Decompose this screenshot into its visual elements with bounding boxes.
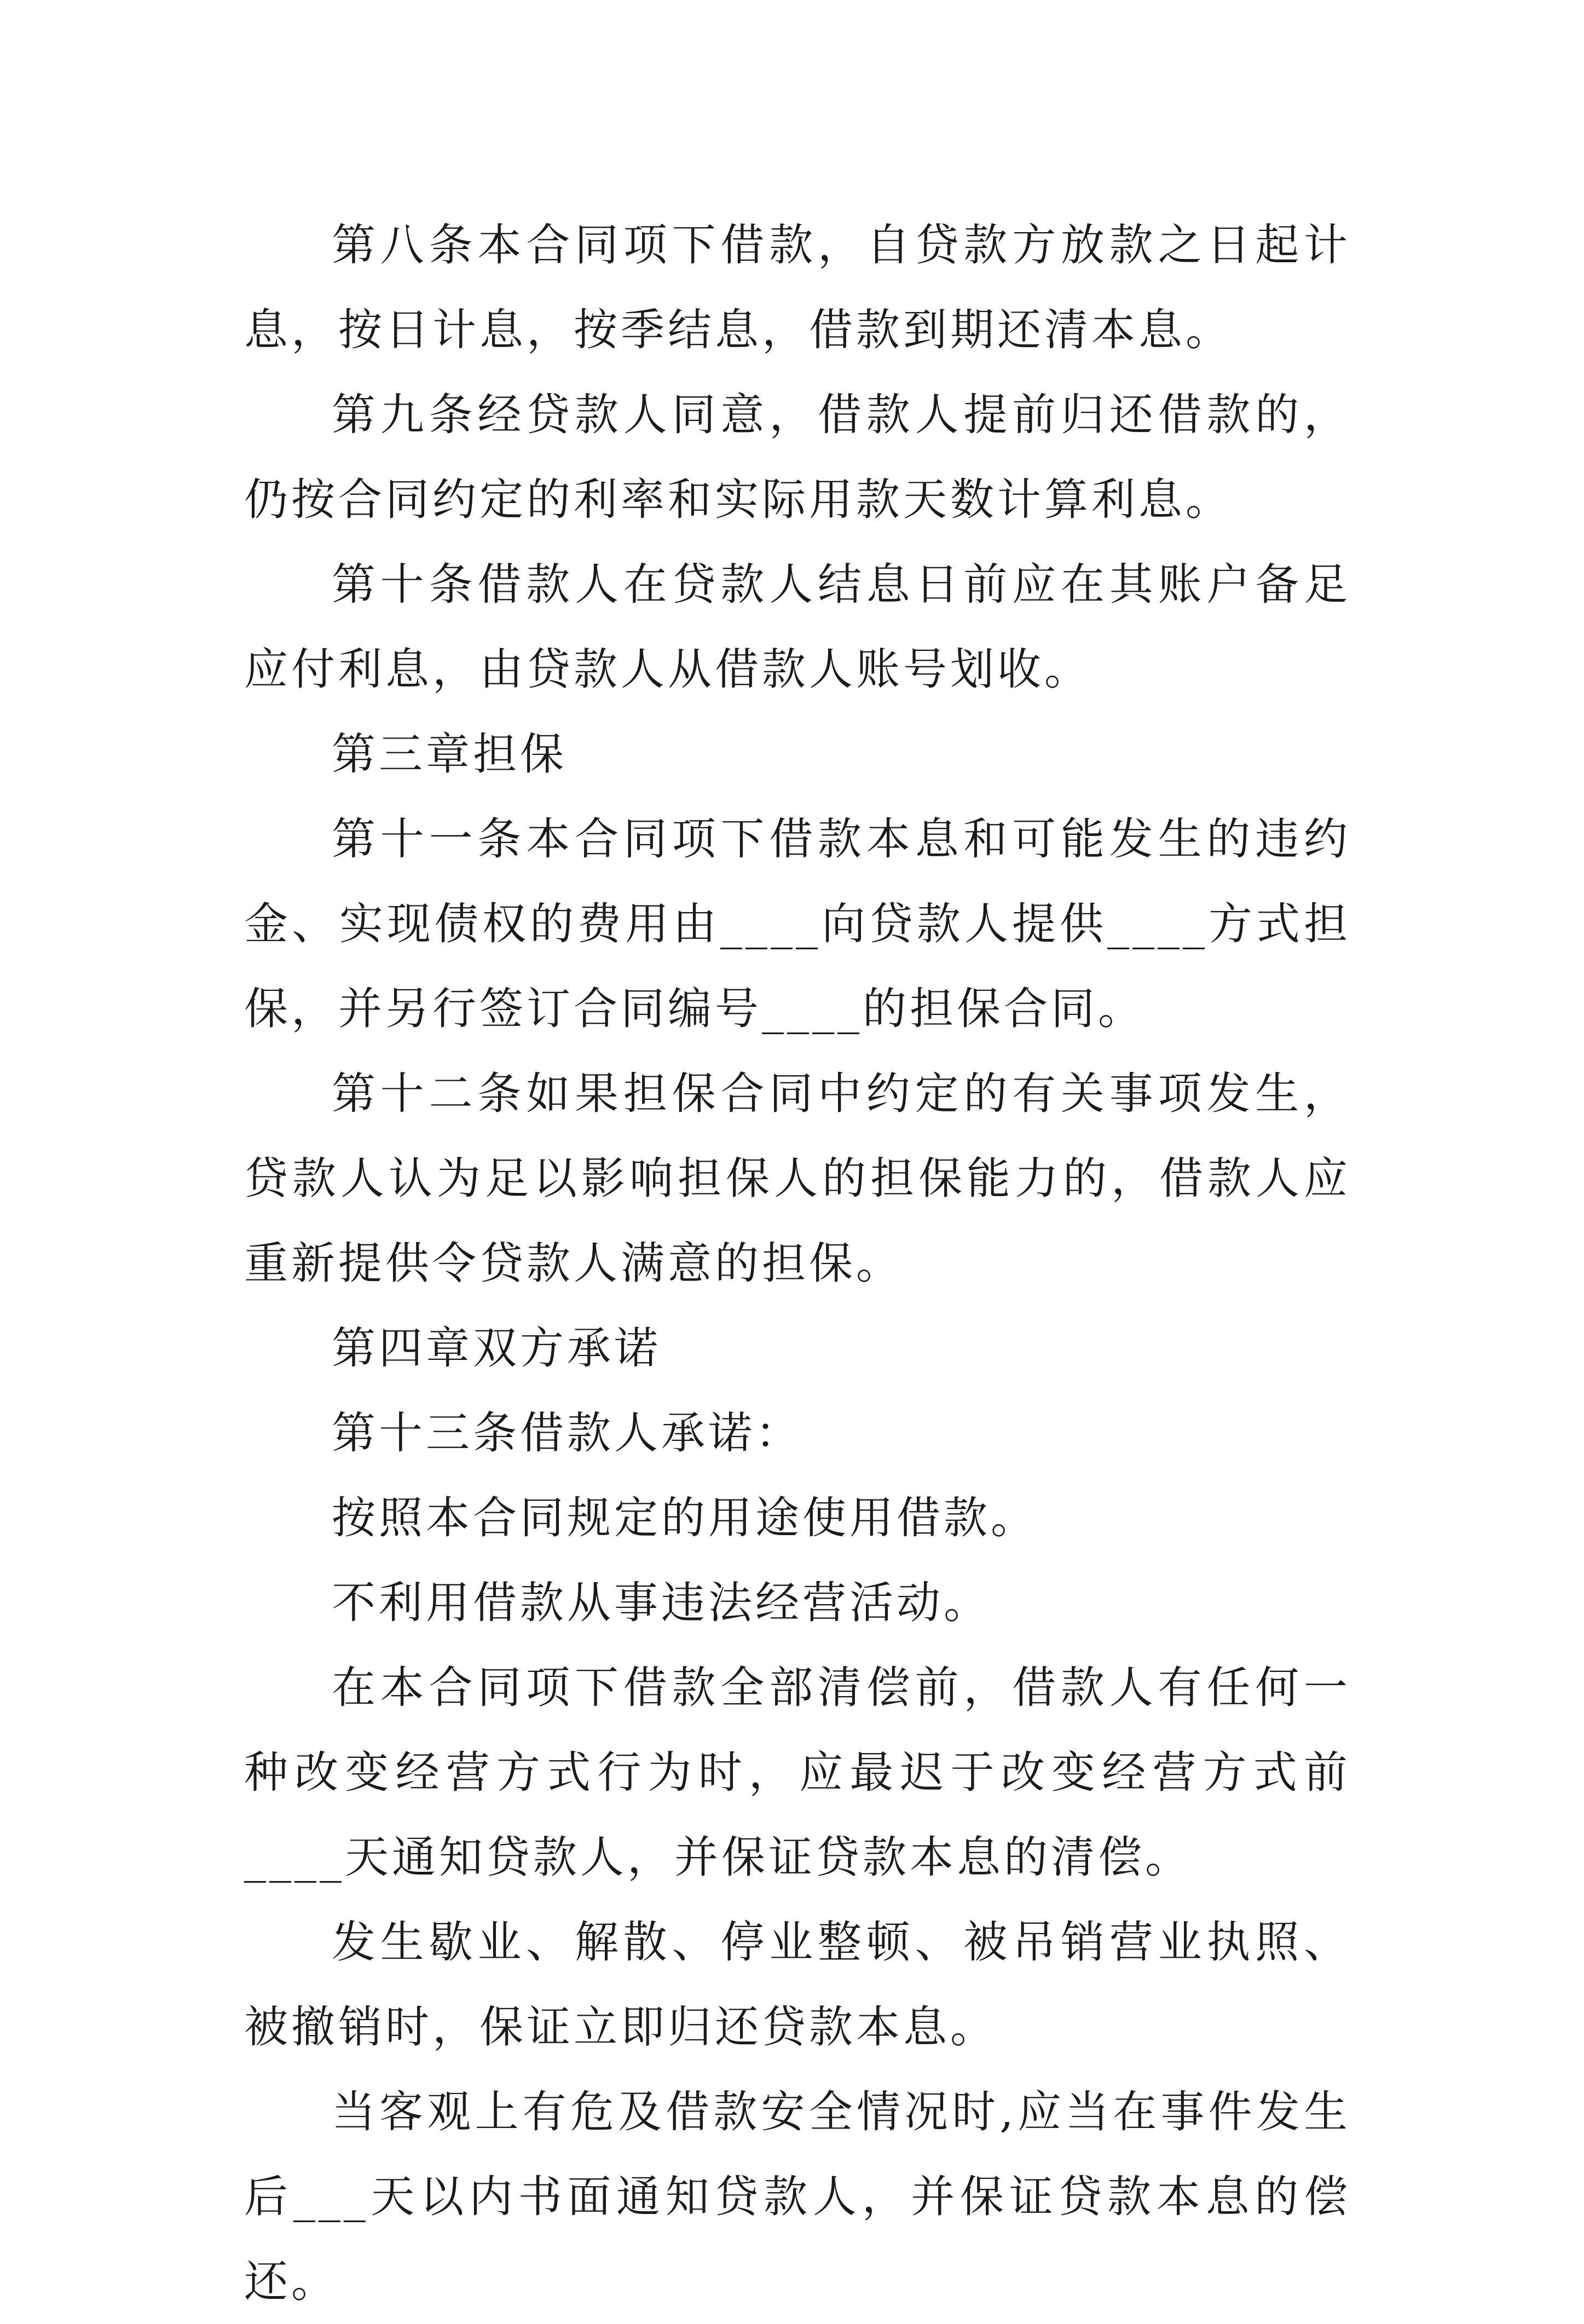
chapter-4-heading: 第四章双方承诺 <box>332 1323 661 1374</box>
chapter-3-heading: 第三章担保 <box>332 729 567 780</box>
commitment-item-4: 发生歇业、解散、停业整顿、被吊销营业执照、被撤销时，保证立即归还贷款本息。 <box>244 1917 1351 2052</box>
article-8-paragraph: 第八条本合同项下借款，自贷款方放款之日起计息，按日计息，按季结息，借款到期还清本息。 <box>244 220 1351 355</box>
commitment-item-5: 当客观上有危及借款安全情况时,应当在事件发生后___天以内书面通知贷款人，并保证贷款本息的偿还。 <box>244 2086 1351 2307</box>
commitment-item-2: 不利用借款从事违法经营活动。 <box>332 1577 991 1628</box>
document-body <box>244 203 1351 2324</box>
article-11-paragraph: 第十一条本合同项下借款本息和可能发生的违约金、实现债权的费用由____向贷款人提供____方式担保，并另行签订合同编号____的担保合同。 <box>244 814 1351 1034</box>
article-13-paragraph: 第十三条借款人承诺： <box>332 1408 802 1458</box>
commitment-item-3: 在本合同项下借款全部清偿前，借款人有任何一种改变经营方式行为时，应最迟于改变经营方式前____天通知贷款人，并保证贷款本息的清偿。 <box>244 1662 1351 1883</box>
commitment-item-1: 按照本合同规定的用途使用借款。 <box>332 1492 1038 1543</box>
article-12-paragraph: 第十二条如果担保合同中约定的有关事项发生，贷款人认为足以影响担保人的担保能力的，借款人应重新提供令贷款人满意的担保。 <box>244 1068 1351 1289</box>
article-9-paragraph: 第九条经贷款人同意，借款人提前归还借款的，仍按合同约定的利率和实际用款天数计算利息。 <box>244 389 1351 525</box>
article-10-paragraph: 第十条借款人在贷款人结息日前应在其账户备足应付利息，由贷款人从借款人账号划收。 <box>244 559 1351 695</box>
